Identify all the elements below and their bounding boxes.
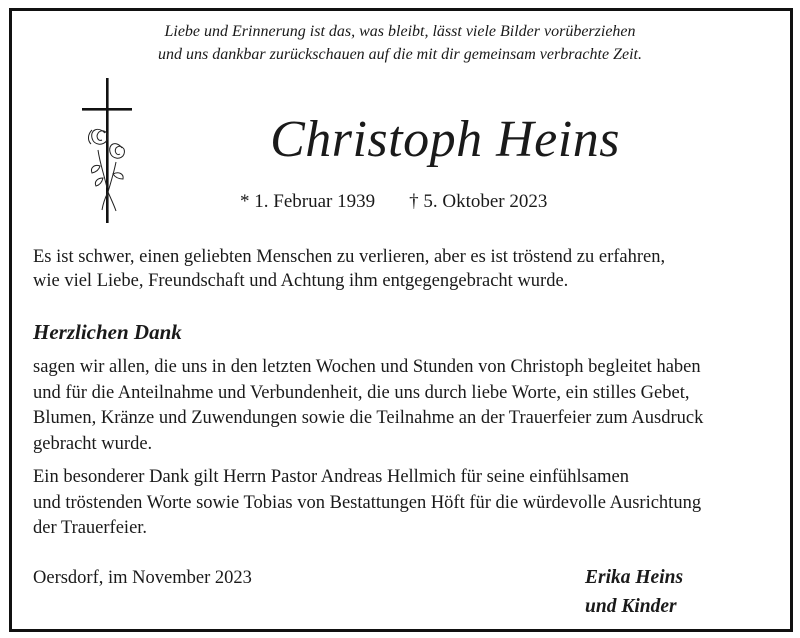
place-date: Oersdorf, im November 2023: [33, 568, 252, 588]
intro-text: [33, 246, 665, 293]
deceased-name: Christoph Heins: [270, 111, 620, 168]
birth-date: * 1. Februar 1939: [240, 191, 376, 212]
signature-line: Erika Heins: [585, 567, 684, 588]
special-thanks-paragraph: [33, 465, 701, 542]
paragraph-line: sagen wir allen, die uns in den letzten Wochen und Stunden von Christoph begleitet haben: [33, 357, 701, 377]
thanks-heading: Herzlichen Dank: [33, 320, 182, 344]
paragraph-line: der Trauerfeier.: [33, 518, 148, 538]
signature-line: und Kinder: [585, 596, 677, 617]
signature: [585, 563, 683, 621]
intro-line: wie viel Liebe, Freundschaft und Achtung ihm entgegengebracht wurde.: [33, 270, 569, 291]
life-dates: [240, 191, 547, 213]
intro-line: Es ist schwer, einen geliebten Menschen zu verlieren, aber es ist tröstend zu erfahren,: [33, 247, 666, 267]
paragraph-line: gebracht wurde.: [33, 433, 153, 454]
cross-with-roses-icon: [78, 78, 138, 223]
motto-line: und uns dankbar zurückschauen auf die mit dir gemeinsam verbrachte Zeit.: [158, 46, 642, 63]
paragraph-line: und für die Anteilnahme und Verbundenheit, die uns durch liebe Worte, ein stilles Gebet,: [33, 382, 690, 403]
paragraph-line: Blumen, Kränze und Zuwendungen sowie die Teilnahme an der Trauerfeier zum Ausdruck: [33, 408, 704, 428]
motto: [0, 20, 800, 66]
paragraph-line: und tröstenden Worte sowie Tobias von Bestattungen Höft für die würdevolle Ausrichtung: [33, 492, 702, 513]
paragraph-line: Ein besonderer Dank gilt Herrn Pastor Andreas Hellmich für seine einfühlsamen: [33, 467, 629, 487]
motto-line: Liebe und Erinnerung ist das, was bleibt, lässt viele Bilder vorüberziehen: [164, 23, 636, 40]
death-date: † 5. Oktober 2023: [409, 191, 548, 212]
thanks-paragraph: [33, 355, 703, 457]
